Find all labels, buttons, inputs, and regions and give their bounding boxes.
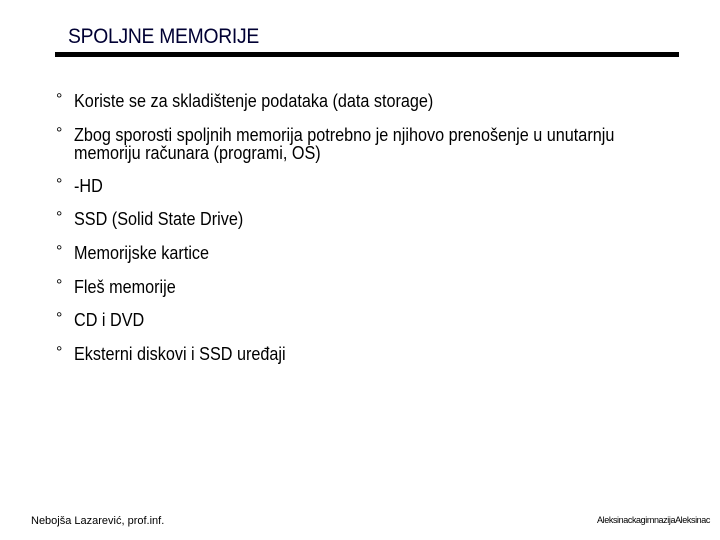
bullet-marker-icon: ° [56, 125, 63, 142]
bullet-marker-icon: ° [56, 277, 63, 294]
slide-title: SPOLJNE MEMORIJE [68, 25, 259, 48]
bullet-item [56, 345, 696, 363]
bullet-marker-icon: ° [56, 243, 63, 260]
footer-school: AleksinackagimnazijaAleksinac [597, 515, 710, 525]
bullet-item [56, 278, 696, 296]
bullet-text: CD i DVD [74, 310, 145, 330]
bullet-item [56, 311, 696, 329]
bullet-marker-icon: ° [56, 344, 63, 361]
bullet-text: Eksterni diskovi i SSD uređaji [74, 344, 286, 364]
bullet-item [56, 244, 696, 262]
bullet-marker-icon: ° [56, 310, 63, 327]
bullet-item [56, 210, 696, 228]
bullet-marker-icon: ° [56, 209, 63, 226]
footer-author: Nebojša Lazarević, prof.inf. [31, 515, 165, 527]
bullet-text: Fleš memorije [74, 277, 176, 297]
bullet-item [56, 126, 696, 162]
bullet-text: -HD [74, 176, 103, 196]
bullet-item [56, 92, 696, 110]
bullet-text: SSD (Solid State Drive) [74, 209, 244, 229]
bullet-marker-icon: ° [56, 176, 63, 193]
bullet-marker-icon: ° [56, 91, 63, 108]
bullet-text: Zbog sporosti spoljnih memorija potrebno je njihovo prenošenje u unutarnju memoriju računara (programi, OS) [74, 125, 615, 163]
bullet-item [56, 177, 696, 195]
bullet-text: Memorijske kartice [74, 243, 210, 263]
bullet-text: Koriste se za skladištenje podataka (data storage) [74, 91, 434, 111]
